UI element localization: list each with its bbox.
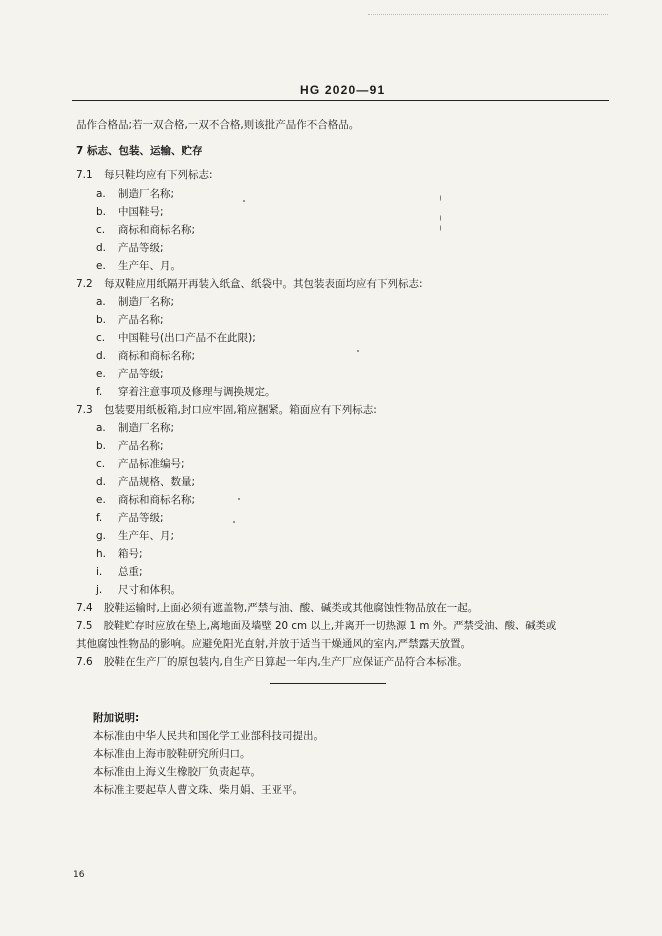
item-text: 制造厂名称; [118,296,175,308]
item-label: d. [96,242,107,254]
item-label: d. [96,350,107,362]
clause-number: 7.5 [76,620,93,632]
list-item [96,421,175,435]
header-rule [72,100,609,101]
list-item [96,475,196,489]
item-text: 商标和商标名称; [118,224,196,236]
clause-7-5 [76,619,556,633]
section-heading: 7 标志、包装、运输、贮存 [76,145,203,157]
list-item [96,385,276,399]
item-label: b. [96,440,107,452]
item-text: 产品等级; [118,368,164,380]
item-text: 总重; [118,566,143,578]
item-label: a. [96,296,106,308]
item-label: b. [96,314,107,326]
scan-artifact [368,14,608,15]
list-item [96,547,143,561]
item-text: 穿着注意事项及修理与调换规定。 [118,386,276,398]
item-text: 中国鞋号; [118,206,164,218]
clause-7-6 [76,655,468,669]
item-label: f. [96,386,103,398]
clause-7-2 [76,277,423,291]
clause-text: 每只鞋均应有下列标志: [104,169,213,181]
item-text: 商标和商标名称; [118,350,196,362]
item-text: 产品等级; [118,512,164,524]
list-item [96,457,185,471]
item-label: e. [96,260,106,272]
item-text: 产品名称; [118,440,164,452]
item-text: 制造厂名称; [118,188,175,200]
item-text: 制造厂名称; [118,422,175,434]
item-label: b. [96,206,107,218]
item-text: 箱号; [118,548,143,560]
item-label: g. [96,530,107,542]
clause-number: 7.6 [76,656,93,668]
list-item [96,223,196,237]
item-text: 产品标准编号; [118,458,185,470]
appendix-line: 本标准由上海义生橡胶厂负责起草。 [93,766,261,778]
item-label: c. [96,458,106,470]
item-label: d. [96,476,107,488]
item-label: h. [96,548,106,560]
list-item [96,565,143,579]
list-item [96,367,164,381]
appendix-line: 本标准主要起草人曹文珠、柴月娟、王亚平。 [93,784,303,796]
scan-speck [357,350,359,352]
item-label: c. [96,332,106,344]
intro-line: 品作合格品;若一双合格,一双不合格,则该批产品作不合格品。 [76,119,360,131]
appendix-line: 本标准由中华人民共和国化学工业部科技司提出。 [93,730,324,742]
clause-7-3 [76,403,377,417]
page-number: 16 [73,870,85,880]
clause-text: 每双鞋应用纸隔开再装入纸盒、纸袋中。其包装表面均应有下列标志: [104,278,423,290]
list-item [96,205,164,219]
scan-speck [440,215,441,221]
scan-speck [238,498,240,500]
item-label: e. [96,368,106,380]
appendix-line: 本标准由上海市胶鞋研究所归口。 [93,748,251,760]
scan-speck [243,200,245,202]
item-label: a. [96,188,106,200]
list-item [96,187,175,201]
clause-text: 胶鞋在生产厂的原包装内,自生产日算起一年内,生产厂应保证产品符合本标准。 [104,656,468,668]
list-item [96,529,175,543]
list-item [96,259,181,273]
clause-number: 7.2 [76,278,93,290]
item-text: 中国鞋号(出口产品不在此限); [118,332,256,344]
item-text: 产品名称; [118,314,164,326]
clause-number: 7.1 [76,169,93,181]
list-item [96,583,181,597]
clause-7-4 [76,601,478,615]
item-text: 生产年、月。 [118,260,181,272]
item-label: i. [96,566,103,578]
list-item [96,241,164,255]
clause-text: 包装要用纸板箱,封口应牢固,箱应捆紧。箱面应有下列标志: [104,404,377,416]
clause-number: 7.3 [76,404,93,416]
item-text: 产品等级; [118,242,164,254]
list-item [96,295,175,309]
separator-rule [270,683,386,684]
scan-speck [440,195,441,201]
scan-speck [440,225,441,231]
clause-text: 胶鞋贮存时应放在垫上,离地面及墙壁 20 cm 以上,并离开一切热源 1 m 外。严禁受油、酸、碱类或 [103,620,557,632]
clause-7-5-continued: 其他腐蚀性物品的影响。应避免阳光直射,并放于适当干燥通风的室内,严禁露天放置。 [76,638,472,650]
item-text: 尺寸和体积。 [118,584,181,596]
item-label: e. [96,494,106,506]
clause-text: 胶鞋运输时,上面必须有遮盖物,严禁与油、酸、碱类或其他腐蚀性物品放在一起。 [104,602,479,614]
item-text: 商标和商标名称; [118,494,196,506]
item-label: c. [96,224,106,236]
item-label: j. [96,584,103,596]
list-item [96,313,164,327]
list-item [96,493,196,507]
list-item [96,511,164,525]
item-label: f. [96,512,103,524]
clause-7-1 [76,168,213,182]
list-item [96,331,256,345]
scan-speck [233,521,235,523]
list-item [96,349,196,363]
list-item [96,439,164,453]
item-text: 产品规格、数量; [118,476,196,488]
item-text: 生产年、月; [118,530,175,542]
standard-code: HG 2020—91 [300,83,386,97]
item-label: a. [96,422,106,434]
appendix-title: 附加说明: [93,712,140,724]
clause-number: 7.4 [76,602,93,614]
